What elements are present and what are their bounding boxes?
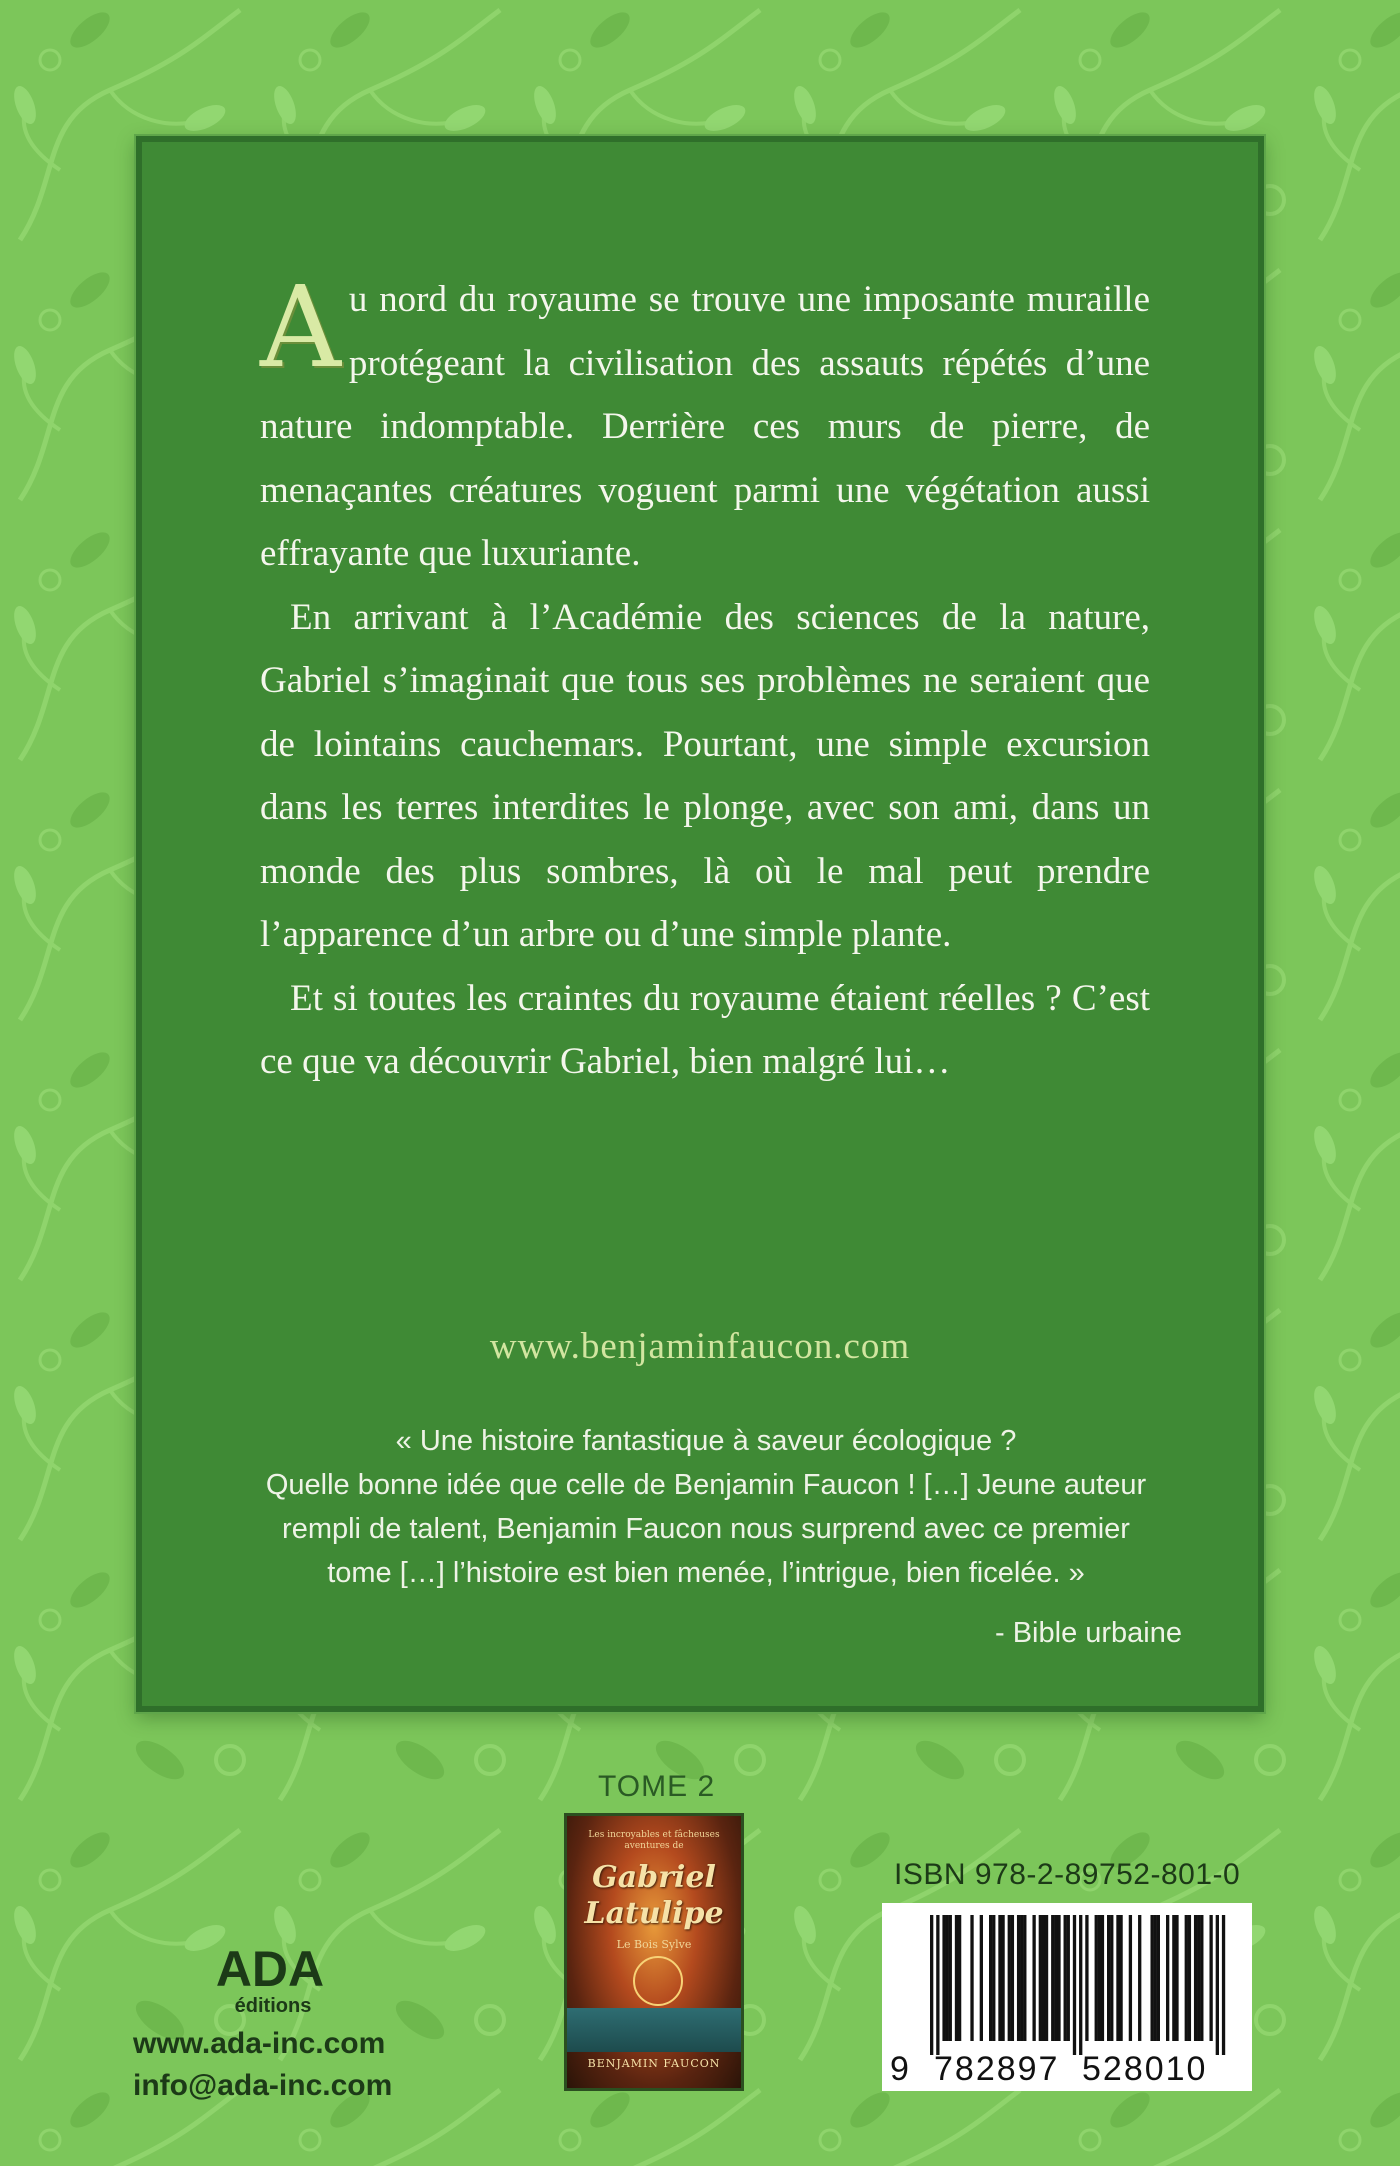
cover-emblem-icon xyxy=(633,1956,683,2006)
cover-title-first: Gabriel xyxy=(592,1860,716,1895)
review-line: tome […] l’histoire est bien menée, l’intrigue, bien ficelée. » xyxy=(327,1557,1085,1589)
review-line: rempli de talent, Benjamin Faucon nous surprend avec ce premier xyxy=(282,1513,1130,1545)
isbn-label: ISBN 978-2-89752-801-0 xyxy=(894,1858,1241,1891)
synopsis-paragraph-2: En arrivant à l’Académie des sciences de la nature, Gabriel s’imaginait que tous ses problèmes ne seraient que de lointains cauchemars. Pourtant, une simple excursion dans les terres interdites le plonge, avec son ami, dans un monde des plus sombres, là où le mal peut prendre l’apparence d’un arbre ou d’une simple plante. xyxy=(260,596,1150,955)
synopsis-paragraph-1 xyxy=(260,263,1150,586)
cover-author: BENJAMIN FAUCON xyxy=(587,2057,721,2070)
synopsis-paragraph-3: Et si toutes les craintes du royaume étaient réelles ? C’est ce que va découvrir Gabriel, bien malgré lui… xyxy=(260,977,1150,1082)
cover-subtitle: Le Bois Sylve xyxy=(616,1938,692,1951)
cover-title-last: Latulipe xyxy=(584,1896,724,1931)
dropcap-letter: A xyxy=(260,263,341,393)
publisher-contact xyxy=(133,2023,392,2107)
barcode-digit-first: 9 xyxy=(890,2050,909,2088)
publisher-email: info@ada-inc.com xyxy=(133,2069,393,2102)
barcode-digits-left: 782897 xyxy=(934,2050,1060,2088)
publisher-website: www.ada-inc.com xyxy=(133,2027,386,2060)
barcode xyxy=(882,1903,1252,2091)
cover-stream-image xyxy=(567,2008,741,2052)
review-quote xyxy=(182,1419,1230,1595)
author-website: www.benjaminfaucon.com xyxy=(489,1326,911,1367)
synopsis-text xyxy=(260,263,1150,1094)
barcode-digits xyxy=(882,1894,1252,2089)
barcode-digits-right: 528010 xyxy=(1082,2050,1208,2088)
cover-series-text: Les incroyables et fâcheuses aventures de xyxy=(588,1830,720,1851)
tome-label: TOME 2 xyxy=(598,1770,716,1803)
book-cover-thumbnail xyxy=(564,1813,744,2091)
review-line: Quelle bonne idée que celle de Benjamin Faucon ! […] Jeune auteur xyxy=(265,1469,1147,1501)
synopsis-panel xyxy=(136,136,1264,1712)
review-source: - Bible urbaine xyxy=(995,1617,1182,1649)
review-line: « Une histoire fantastique à saveur écologique ? xyxy=(395,1425,1017,1457)
logo-subtext: éditions xyxy=(234,1995,312,2017)
synopsis-paragraph-1-text: u nord du royaume se trouve une imposante muraille protégeant la civilisation des assauts répétés d’une nature indomptable. Derrière ces murs de pierre, de menaçantes créatures voguent parmi une végétation aussi effrayante que luxuriante. xyxy=(260,279,1150,574)
logo-text: ADA xyxy=(215,1941,325,1997)
ada-editions-logo xyxy=(205,1940,335,2018)
